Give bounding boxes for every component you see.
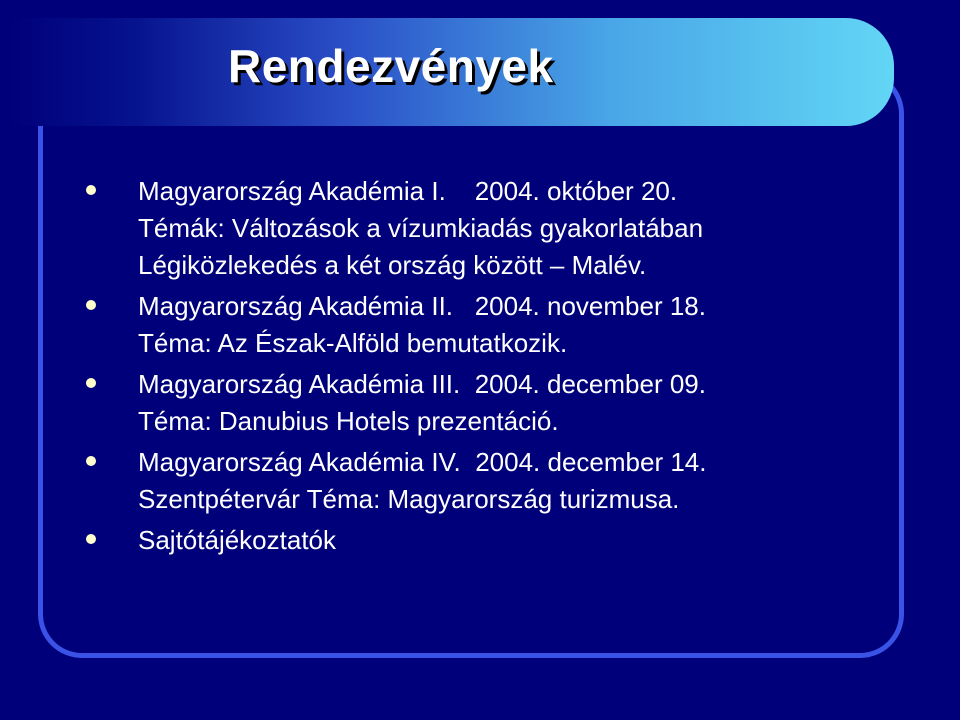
bullet-icon [86, 378, 96, 388]
item-line: Magyarország Akadémia IV. 2004. december 14. [138, 447, 707, 477]
list-item [86, 288, 886, 362]
bullet-list [86, 173, 886, 563]
list-item [86, 366, 886, 440]
item-line: Szentpétervár Téma: Magyarország turizmusa. [138, 484, 680, 514]
item-line: Sajtótájékoztatók [138, 525, 337, 555]
bullet-icon [86, 300, 96, 310]
item-line: Témák: Változások a vízumkiadás gyakorlatában [138, 213, 704, 243]
bullet-icon [86, 534, 96, 544]
item-line: Légiközlekedés a két ország között – Malév. [138, 250, 647, 280]
bullet-icon [86, 456, 96, 466]
list-item [86, 444, 886, 518]
bullet-icon [86, 185, 96, 195]
slide-title: Rendezvények [228, 40, 554, 92]
item-line: Magyarország Akadémia II. 2004. november 18. [138, 291, 706, 321]
list-item [86, 522, 886, 559]
item-line: Téma: Az Észak-Alföld bemutatkozik. [138, 328, 568, 358]
list-item [86, 173, 886, 284]
item-line: Téma: Danubius Hotels prezentáció. [138, 406, 559, 436]
item-line: Magyarország Akadémia I. 2004. október 20. [138, 176, 678, 206]
item-line: Magyarország Akadémia III. 2004. december 09. [138, 369, 706, 399]
